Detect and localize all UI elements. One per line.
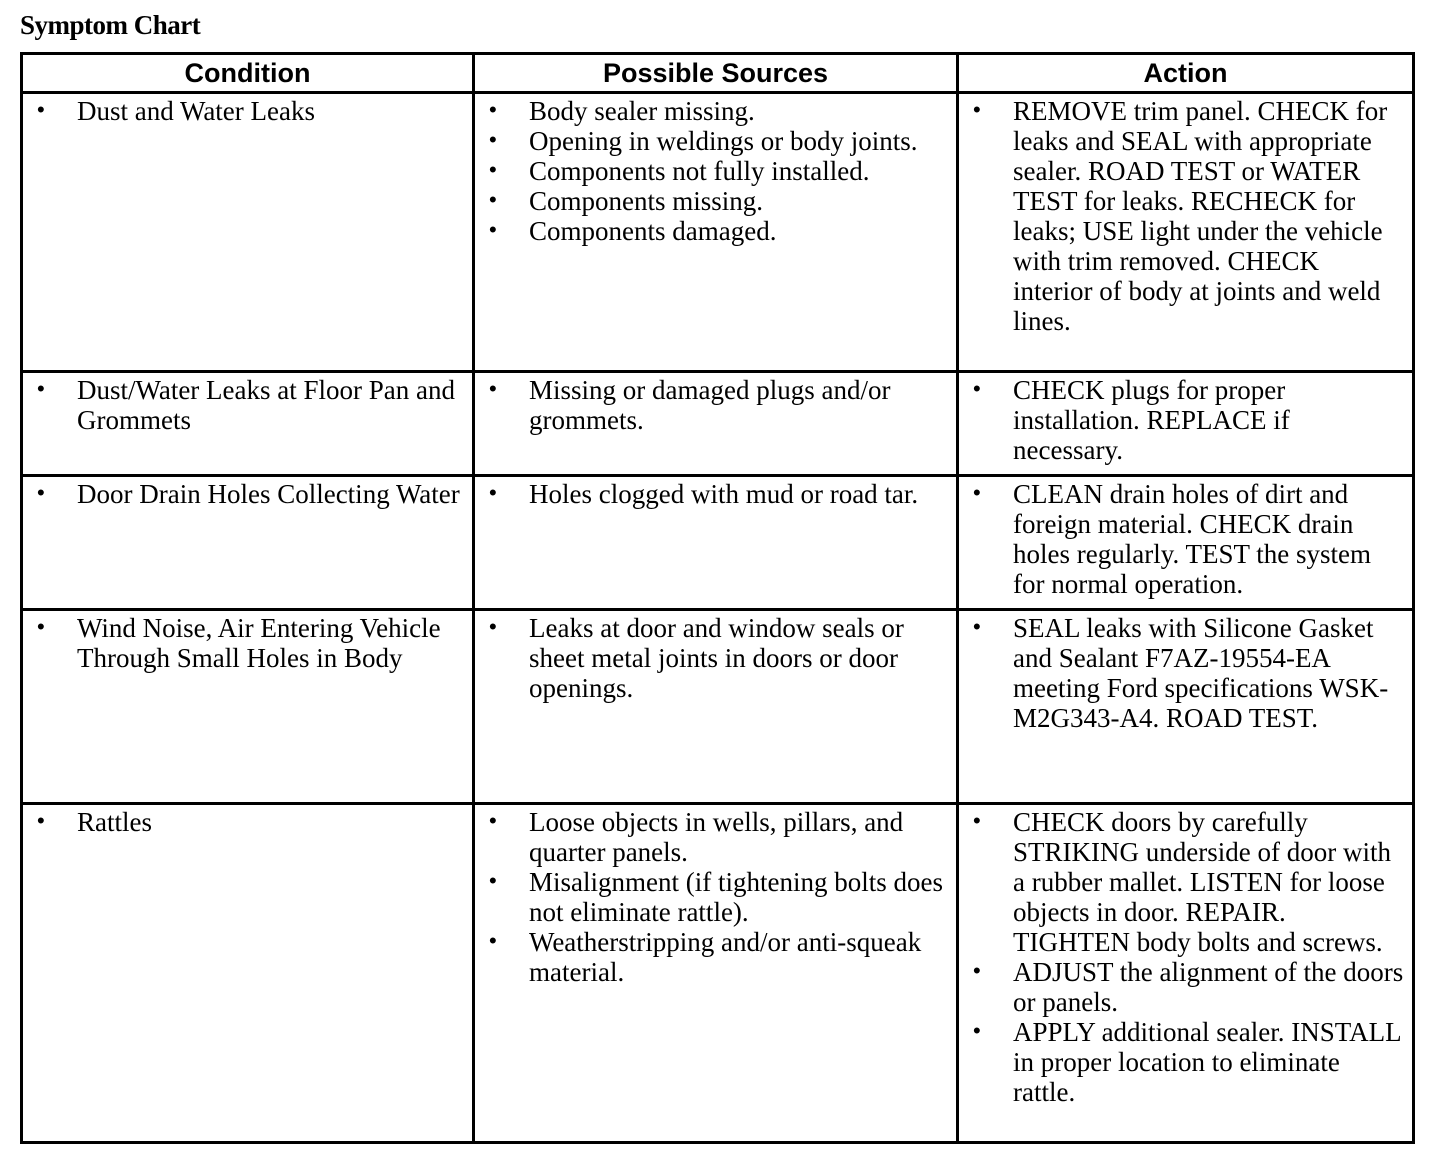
condition-item: • Door Drain Holes Collecting Water: [33, 479, 464, 509]
header-condition: Condition: [22, 54, 474, 93]
action-item: • SEAL leaks with Silicone Gasket and Sealant F7AZ-19554-EA meeting Ford specifications WSK-M2G343-A4. ROAD TEST.: [969, 613, 1404, 733]
source-item: • Components missing.: [485, 186, 948, 216]
condition-cell: [22, 610, 474, 804]
table-row: [22, 610, 1414, 804]
table-row: [22, 804, 1414, 1143]
condition-cell: [22, 372, 474, 476]
table-row: [22, 476, 1414, 610]
action-cell: [958, 476, 1414, 610]
source-item: • Components damaged.: [485, 216, 948, 246]
sources-cell: [474, 372, 958, 476]
action-item: • CLEAN drain holes of dirt and foreign material. CHECK drain holes regularly. TEST the system for normal operation.: [969, 479, 1404, 599]
header-row: [22, 54, 1414, 93]
action-cell: [958, 93, 1414, 372]
header-action: Action: [958, 54, 1414, 93]
source-item: • Components not fully installed.: [485, 156, 948, 186]
condition-cell: [22, 93, 474, 372]
source-item: • Weatherstripping and/or anti-squeak material.: [485, 927, 948, 987]
source-item: • Body sealer missing.: [485, 96, 948, 126]
action-cell: [958, 610, 1414, 804]
sources-cell: [474, 93, 958, 372]
action-item: • REMOVE trim panel. CHECK for leaks and SEAL with appropriate sealer. ROAD TEST or WATER TEST for leaks. RECHECK for leaks; USE light under the vehicle with trim removed. CHECK interior of body at joints and weld lines.: [969, 96, 1404, 336]
table-row: [22, 372, 1414, 476]
symptom-table-wrapper: [20, 52, 1415, 1144]
condition-item: • Wind Noise, Air Entering Vehicle Through Small Holes in Body: [33, 613, 464, 673]
source-item: • Misalignment (if tightening bolts does not eliminate rattle).: [485, 867, 948, 927]
sources-cell: [474, 804, 958, 1143]
condition-item: • Dust/Water Leaks at Floor Pan and Grommets: [33, 375, 464, 435]
action-item: • ADJUST the alignment of the doors or panels.: [969, 957, 1404, 1017]
condition-cell: [22, 476, 474, 610]
source-item: • Loose objects in wells, pillars, and quarter panels.: [485, 807, 948, 867]
action-item: • CHECK doors by carefully STRIKING underside of door with a rubber mallet. LISTEN for loose objects in door. REPAIR. TIGHTEN body bolts and screws.: [969, 807, 1404, 957]
header-possible-sources: Possible Sources: [474, 54, 958, 93]
action-cell: [958, 804, 1414, 1143]
source-item: • Missing or damaged plugs and/or grommets.: [485, 375, 948, 435]
source-item: • Leaks at door and window seals or sheet metal joints in doors or door openings.: [485, 613, 948, 703]
source-item: • Opening in weldings or body joints.: [485, 126, 948, 156]
sources-cell: [474, 610, 958, 804]
condition-item: • Rattles: [33, 807, 464, 837]
condition-item: • Dust and Water Leaks: [33, 96, 464, 126]
action-cell: [958, 372, 1414, 476]
page-title: Symptom Chart: [20, 10, 201, 40]
table-row: [22, 93, 1414, 372]
sources-cell: [474, 476, 958, 610]
condition-cell: [22, 804, 474, 1143]
action-item: • APPLY additional sealer. INSTALL in proper location to eliminate rattle.: [969, 1017, 1404, 1107]
source-item: • Holes clogged with mud or road tar.: [485, 479, 948, 509]
symptom-table: [20, 52, 1415, 1144]
action-item: • CHECK plugs for proper installation. REPLACE if necessary.: [969, 375, 1404, 465]
